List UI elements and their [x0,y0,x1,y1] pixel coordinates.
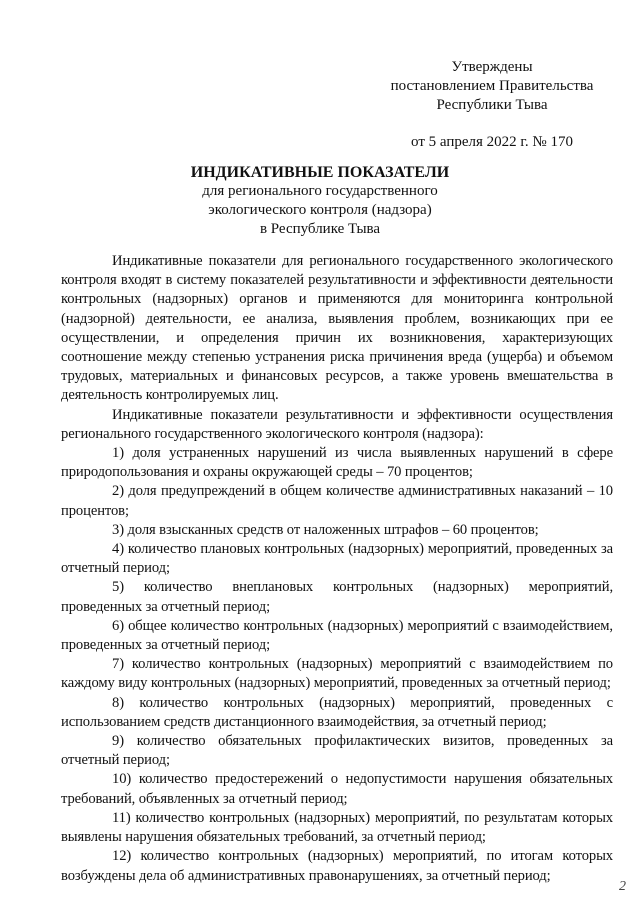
intro-paragraph: Индикативные показатели для регионального государственного экологического контроля входят в систему показателей результативности и эффективности деятельности контрольных (надзорных) органов и применяются для мониторинга контрольной (надзорной) деятельности, ее анализа, выявления проблем, возникающих при ее осуществлении, и определения причин их возникновения, характеризующих соотношение между степенью устранения риска причинения вреда (ущерба) и объемом трудовых, материальных и финансовых ресурсов, а также уровень вмешательства в деятельность контролируемых лиц. [61,253,613,404]
document-title [0,163,640,239]
title-subtitle-3: в Республике Тыва [259,221,381,237]
title-subtitle-1: для регионального государственного [202,183,438,199]
list-item: 8) количество контрольных (надзорных) мероприятий, проведенных с использованием средств дистанционного взаимодействия, за отчетный период; [61,694,613,730]
title-heading: ИНДИКАТИВНЫЕ ПОКАЗАТЕЛИ [190,164,450,181]
list-item: 1) доля устраненных нарушений из числа выявленных нарушений в сфере природопользования и охраны окружающей среды – 70 процентов; [61,445,613,481]
list-item: 7) количество контрольных (надзорных) мероприятий с взаимодействием по каждому виду контрольных (надзорных) мероприятий, проведенных за отчетный период; [61,656,613,692]
list-item: 3) доля взысканных средств от наложенных штрафов – 60 процентов; [112,521,539,538]
approval-date: от 5 апреля 2022 г. № 170 [411,134,573,150]
list-intro-paragraph: Индикативные показатели результативности и эффективности осуществления регионального государственного экологического контроля (надзора): [61,406,613,442]
list-item: 9) количество обязательных профилактических визитов, проведенных за отчетный период; [61,733,613,769]
approval-line-republic: Республики Тыва [436,97,548,113]
page-number: 2 [619,879,626,894]
list-item: 5) количество внеплановых контрольных (надзорных) мероприятий, проведенных за отчетный период; [61,579,613,615]
approval-stamp [382,58,602,152]
list-item: 2) доля предупреждений в общем количестве административных наказаний – 10 процентов; [61,483,613,519]
approval-line-approved: Утверждены [451,59,533,75]
document-body [61,252,613,886]
title-subtitle-2: экологического контроля (надзора) [208,202,432,218]
list-item: 11) количество контрольных (надзорных) мероприятий, по результатам которых выявлены нарушения обязательных требований, за отчетный период; [61,809,613,846]
list-item: 10) количество предостережений о недопустимости нарушения обязательных требований, объявленных за отчетный период; [61,771,613,807]
list-item: 12) количество контрольных (надзорных) мероприятий, по итогам которых возбуждены дела об административных правонарушениях, за отчетный период; [61,848,613,884]
list-item: 4) количество плановых контрольных (надзорных) мероприятий, проведенных за отчетный период; [61,541,613,577]
list-item: 6) общее количество контрольных (надзорных) мероприятий с взаимодействием, проведенных за отчетный период; [61,617,613,654]
approval-line-decree: постановлением Правительства [390,78,594,94]
